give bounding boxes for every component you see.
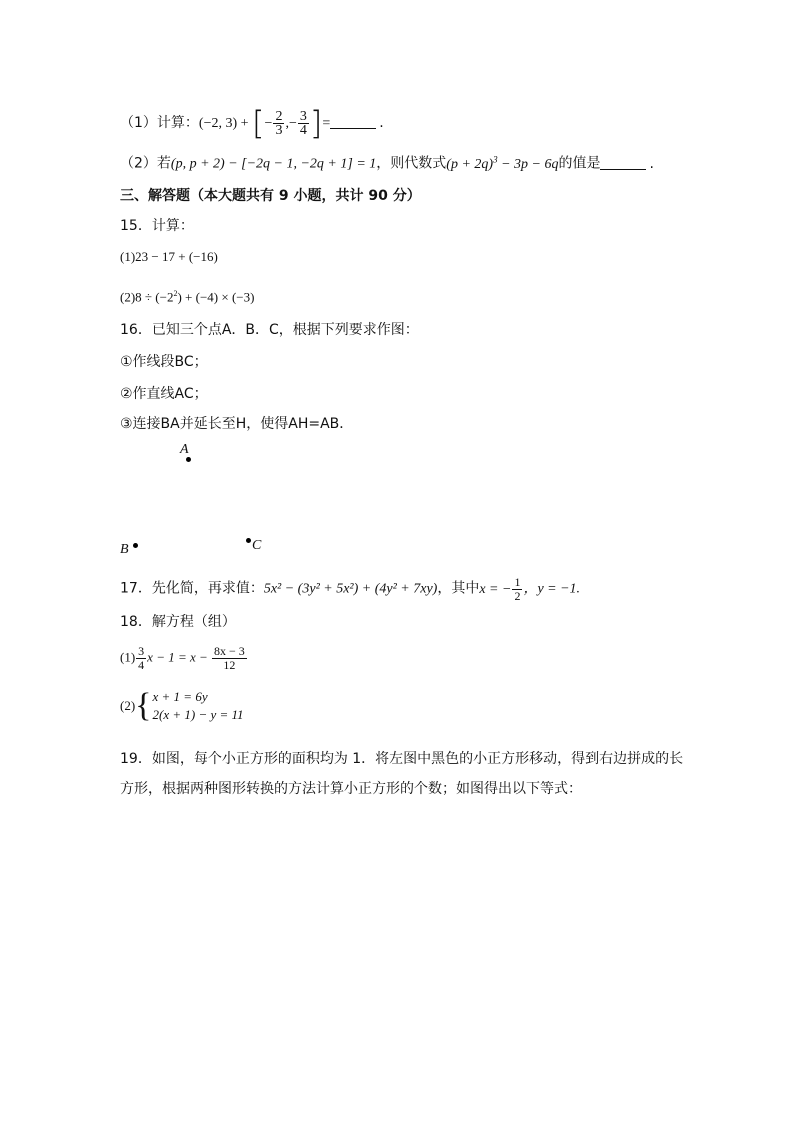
q14-part2-mid: ，则代数式 [376,155,447,172]
q15-part2: $(2)8 \div (-2^2) + (-4) \times (-3)$ [120,289,255,305]
q17-expression: 5x² − (3y² + 5x²) + (4y² + 7xy) [263,581,438,597]
q17 [120,576,580,603]
q16-step2: ②作直线AC； [120,386,208,402]
q19-line1: 19．如图，每个小正方形的面积均为 1．将左图中黑色的小正方形移动，得到右边拼成的长 [120,751,684,767]
q16-step3: ③连接BA并延长至H，使得AH=AB． [120,416,354,432]
q18-part2: (2){ x + 1 = 6y 2(x + 1) − y = 11 [120,687,244,724]
q16-step1: ①作线段BC； [120,354,208,370]
q14-part2-expr: $(p + 2q)^3 - 3p - 6q$ [446,154,559,172]
q17-mid: ，其中 [437,580,480,597]
q16-title: 16．已知三个点A．B．C，根据下列要求作图： [120,322,419,338]
point-b-label: B [120,542,129,557]
fraction-three-quarters: $\frac{3}{4}$ [138,644,145,672]
minus-sign: − [264,116,273,131]
point-a-label: A [180,442,189,457]
section-title: 三、解答题（本大题共有 9 小题，共计 90 分） [120,188,421,204]
fraction-two-thirds: $\frac{2}{3}$ [275,108,283,138]
point-a [186,457,191,462]
answer-blank[interactable] [330,114,376,129]
q17-prefix: 17．先化简，再求值： [120,580,264,597]
point-c-label: C [252,538,262,553]
equation-system: x + 1 = 6y 2(x + 1) − y = 11 [152,689,244,722]
q17-y-value: ，y = −1. [523,581,581,597]
q18-part1: (1) $\frac{3}{4}$ x − 1 = x − $\frac{8x - 3}{12}$ [120,644,245,672]
q17-x-value: x = − $\frac{1}{2}$ [479,575,521,603]
q14-part1 [120,104,384,142]
q14-part2-prefix: （2）若 [120,155,171,172]
q14-part1-end: . [379,115,384,131]
answer-blank[interactable] [600,155,646,170]
point-c [246,538,251,543]
q15-part1: (1)23 − 17 + (−16) [120,249,218,264]
q14-part1-prefix: （1）计算： [120,115,199,131]
fraction-three-quarters: $\frac{3}{4}$ [299,108,307,138]
fraction-8x-minus-3-over-12: $\frac{8x - 3}{12}$ [214,644,245,672]
q14-part2 [120,149,654,175]
q14-part1-equals: = [322,116,331,131]
q19-line2: 方形，根据两种图形转换的方法计算小正方形的个数；如图得出以下等式： [120,781,582,797]
q18-title: 18．解方程（组） [120,614,236,630]
q15-title: 15．计算： [120,218,194,234]
right-bracket: ] [309,104,323,142]
q14-part2-condition: (p, p + 2) − [−2q − 1, −2q + 1] = 1 [170,156,377,172]
system-brace: { [135,687,152,724]
point-b [133,543,138,548]
q14-part2-end: . [649,155,654,172]
q14-part1-term1: (−2, 3) + [198,116,253,131]
comma-minus: ,− [285,116,297,131]
q14-part2-suffix: 的值是 [558,155,601,172]
left-bracket: [ [252,104,265,142]
